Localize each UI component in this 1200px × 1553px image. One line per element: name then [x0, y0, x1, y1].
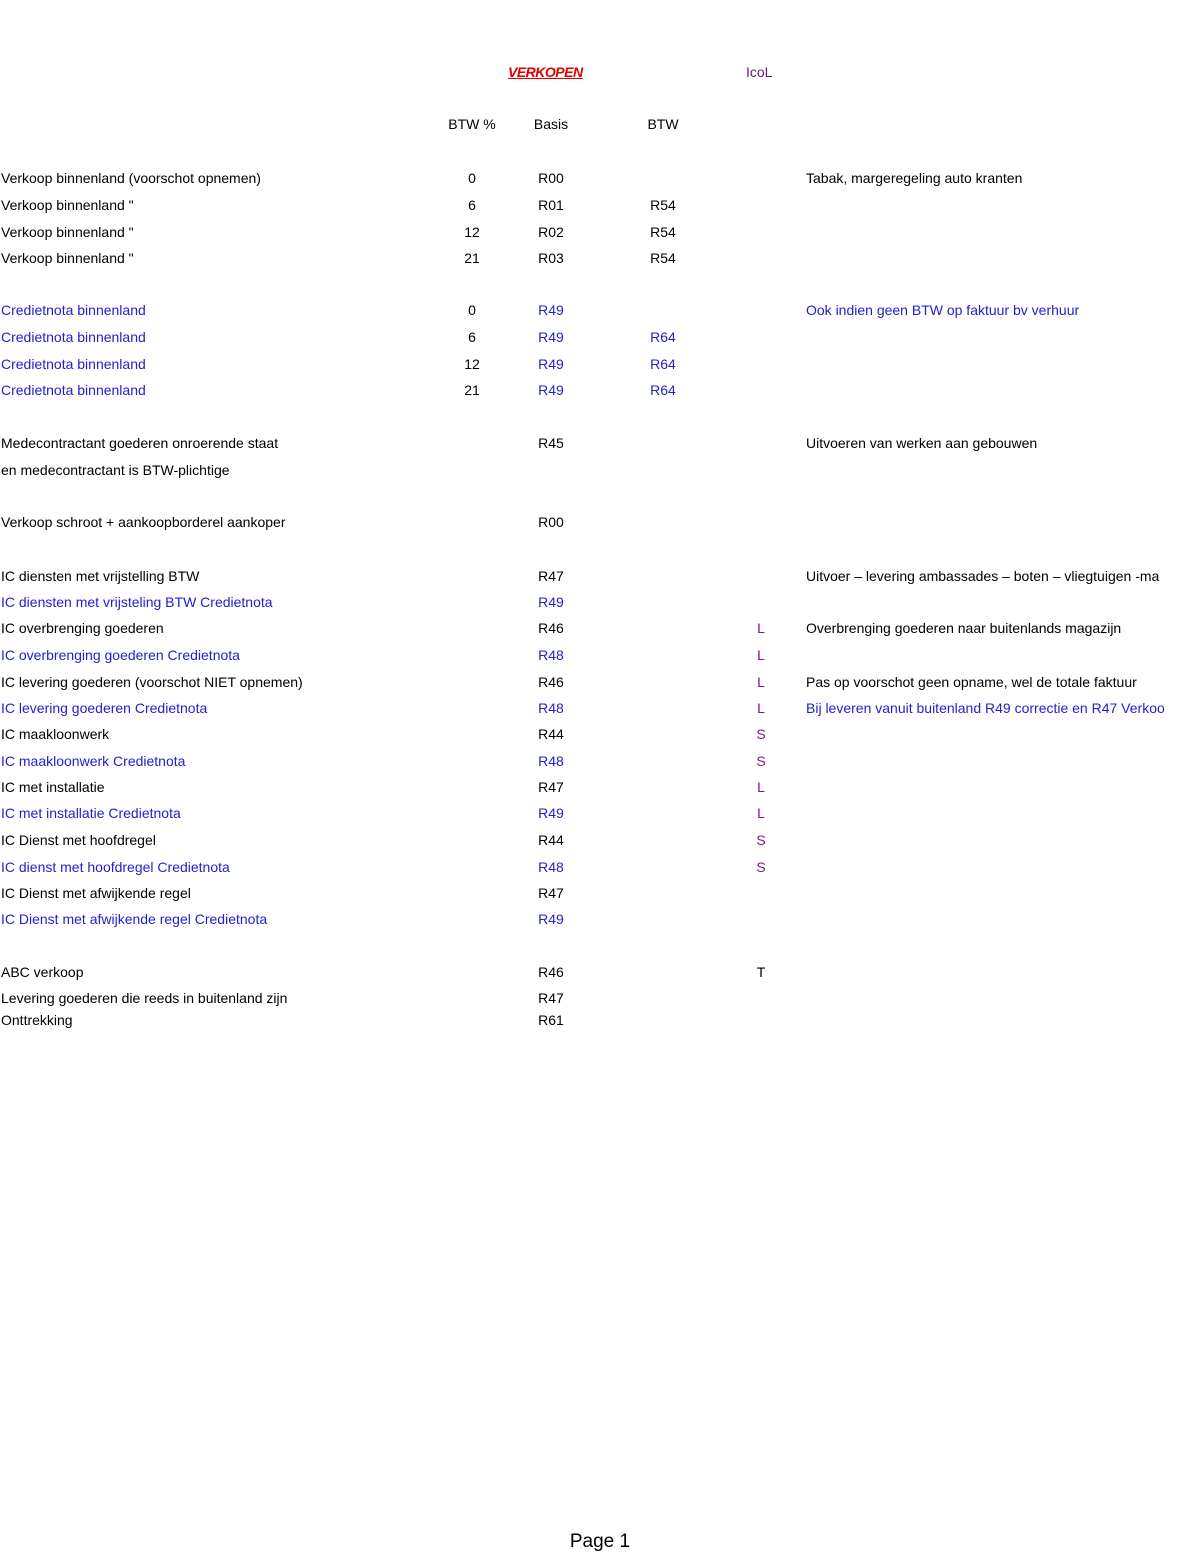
row-basis: R00 [538, 170, 564, 186]
row-description: IC maakloonwerk [1, 726, 110, 742]
row-description: Credietnota binnenland [1, 382, 146, 398]
table-row [0, 645, 1200, 665]
row-description: IC diensten met vrijstelling BTW [1, 568, 200, 584]
row-icol-code: L [757, 779, 765, 795]
row-description: Credietnota binnenland [1, 329, 146, 345]
row-basis: R45 [538, 435, 564, 451]
row-basis: R49 [538, 805, 564, 821]
row-description: IC met installatie Credietnota [1, 805, 181, 821]
sheet-title: VERKOPEN [508, 64, 583, 80]
row-description: Credietnota binnenland [1, 356, 146, 372]
table-row [0, 300, 1200, 320]
icol-label: IcoL [746, 64, 773, 80]
row-description: Credietnota binnenland [1, 302, 146, 318]
row-basis: R44 [538, 832, 564, 848]
row-basis: R44 [538, 726, 564, 742]
row-basis: R01 [538, 197, 564, 213]
row-basis: R61 [538, 1012, 564, 1028]
row-btw: R64 [650, 329, 676, 345]
row-description: IC dienst met hoofdregel Credietnota [1, 859, 230, 875]
row-btw-pct: 21 [464, 250, 480, 266]
table-row [0, 460, 1200, 480]
row-description: IC maakloonwerk Credietnota [1, 753, 186, 769]
page-number: Page 1 [569, 1531, 631, 1552]
row-description: Verkoop binnenland " [1, 197, 134, 213]
row-description: IC Dienst met afwijkende regel [1, 885, 191, 901]
table-row [0, 1010, 1200, 1030]
row-basis: R48 [538, 859, 564, 875]
row-btw: R64 [650, 356, 676, 372]
row-basis: R47 [538, 779, 564, 795]
row-basis: R47 [538, 990, 564, 1006]
row-basis: R49 [538, 911, 564, 927]
row-note: Tabak, margeregeling auto kranten [806, 170, 1023, 186]
row-icol-code: S [756, 859, 766, 875]
table-row [0, 592, 1200, 612]
table-row [0, 433, 1200, 453]
row-icol-code: S [756, 832, 766, 848]
row-description: Verkoop binnenland " [1, 224, 134, 240]
table-row [0, 672, 1200, 692]
table-row [0, 195, 1200, 215]
table-row [0, 988, 1200, 1008]
header-btw-pct: BTW % [448, 116, 496, 132]
row-icol-code: L [757, 805, 765, 821]
row-icol-code: L [757, 620, 765, 636]
table-row [0, 327, 1200, 347]
row-note: Uitvoer – levering ambassades – boten – vliegtuigen -ma [806, 568, 1160, 584]
row-icol-code: T [756, 964, 766, 980]
row-description: IC levering goederen Credietnota [1, 700, 208, 716]
table-row [0, 566, 1200, 586]
row-basis: R49 [538, 329, 564, 345]
table-row [0, 803, 1200, 823]
row-basis: R49 [538, 302, 564, 318]
row-description: en medecontractant is BTW-plichtige [1, 462, 230, 478]
table-row [0, 751, 1200, 771]
table-row [0, 222, 1200, 242]
row-note: Bij leveren vanuit buitenland R49 correctie en R47 Verkoo [806, 700, 1165, 716]
row-description: Verkoop schroot + aankoopborderel aankoper [1, 514, 286, 530]
row-basis: R48 [538, 647, 564, 663]
row-note: Ook indien geen BTW op faktuur bv verhuur [806, 302, 1080, 318]
row-icol-code: L [757, 647, 765, 663]
table-row [0, 512, 1200, 532]
row-description: Onttrekking [1, 1012, 73, 1028]
header-basis: Basis [533, 116, 569, 132]
row-basis: R46 [538, 674, 564, 690]
row-basis: R02 [538, 224, 564, 240]
row-description: IC met installatie [1, 779, 105, 795]
row-description: IC Dienst met hoofdregel [1, 832, 156, 848]
row-basis: R48 [538, 700, 564, 716]
header-btw: BTW [647, 116, 679, 132]
row-description: IC diensten met vrijsteling BTW Credietnota [1, 594, 273, 610]
row-basis: R47 [538, 885, 564, 901]
row-basis: R46 [538, 964, 564, 980]
row-btw-pct: 0 [468, 170, 476, 186]
row-description: IC levering goederen (voorschot NIET opnemen) [1, 674, 303, 690]
row-basis: R49 [538, 382, 564, 398]
table-row [0, 830, 1200, 850]
row-btw-pct: 6 [468, 329, 476, 345]
row-btw: R54 [650, 224, 676, 240]
row-btw: R54 [650, 197, 676, 213]
row-note: Pas op voorschot geen opname, wel de totale faktuur [806, 674, 1137, 690]
table-row [0, 168, 1200, 188]
table-row [0, 777, 1200, 797]
row-basis: R47 [538, 568, 564, 584]
table-row [0, 248, 1200, 268]
row-basis: R03 [538, 250, 564, 266]
row-btw-pct: 12 [464, 224, 480, 240]
table-row [0, 618, 1200, 638]
row-description: IC overbrenging goederen [1, 620, 164, 636]
table-row [0, 698, 1200, 718]
row-icol-code: S [756, 753, 766, 769]
row-basis: R46 [538, 620, 564, 636]
row-icol-code: L [757, 674, 765, 690]
table-row [0, 909, 1200, 929]
table-row [0, 380, 1200, 400]
row-description: IC overbrenging goederen Credietnota [1, 647, 240, 663]
row-description: IC Dienst met afwijkende regel Credietnota [1, 911, 268, 927]
row-description: Verkoop binnenland " [1, 250, 134, 266]
row-btw: R54 [650, 250, 676, 266]
row-btw-pct: 0 [468, 302, 476, 318]
row-description: ABC verkoop [1, 964, 84, 980]
row-btw: R64 [650, 382, 676, 398]
row-description: Medecontractant goederen onroerende staat [1, 435, 279, 451]
row-basis: R49 [538, 356, 564, 372]
row-basis: R00 [538, 514, 564, 530]
row-btw-pct: 12 [464, 356, 480, 372]
row-note: Uitvoeren van werken aan gebouwen [806, 435, 1038, 451]
row-icol-code: L [757, 700, 765, 716]
row-icol-code: S [756, 726, 766, 742]
table-row [0, 857, 1200, 877]
row-btw-pct: 6 [468, 197, 476, 213]
row-basis: R48 [538, 753, 564, 769]
table-row [0, 354, 1200, 374]
row-btw-pct: 21 [464, 382, 480, 398]
row-basis: R49 [538, 594, 564, 610]
table-row [0, 883, 1200, 903]
table-row [0, 962, 1200, 982]
row-note: Overbrenging goederen naar buitenlands magazijn [806, 620, 1122, 636]
row-description: Verkoop binnenland (voorschot opnemen) [1, 170, 261, 186]
table-row [0, 724, 1200, 744]
row-description: Levering goederen die reeds in buitenland zijn [1, 990, 288, 1006]
